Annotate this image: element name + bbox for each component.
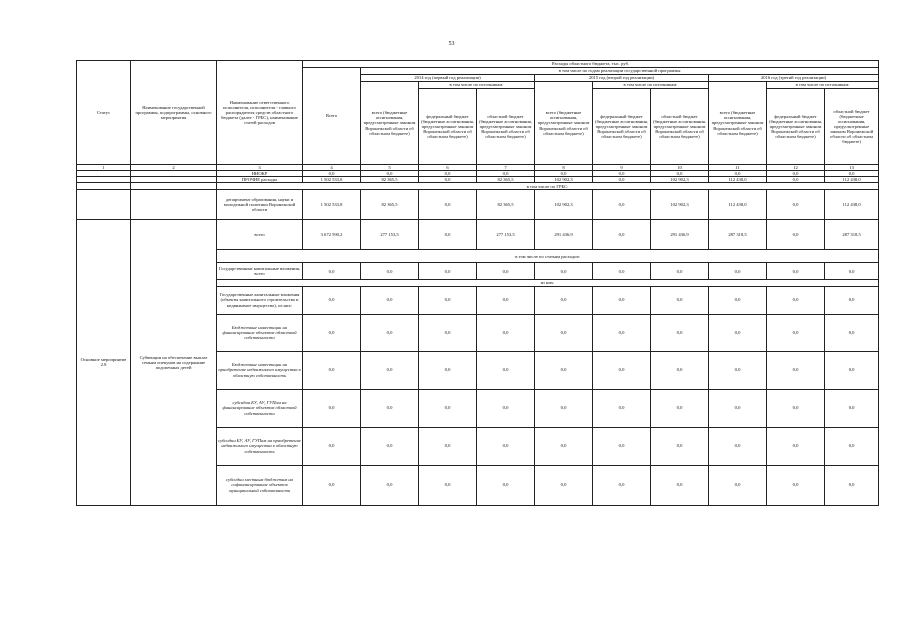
header-2015-sources: в том числе по источникам: [593, 82, 709, 89]
header-2015-all: всего (бюджетные ассигнования, предусмотренные законом Воронежской области об областном бюджете) [535, 82, 593, 165]
value-cell: 112 438,0 [709, 190, 767, 220]
value-cell: 0,0 [535, 389, 593, 427]
value-cell: 0,0 [825, 286, 879, 314]
value-cell: 0,0 [593, 190, 651, 220]
empty-cell [77, 190, 131, 220]
row-label: Бюджетные инвестиции на финансирование объектов областной собственности [217, 314, 303, 351]
value-cell: 0,0 [767, 263, 825, 280]
value-cell: 0,0 [303, 465, 361, 505]
empty-cell [131, 183, 217, 190]
header-2014-all: всего (бюджетные ассигнования, предусмотренные законом Воронежской области об областном бюджете) [361, 82, 419, 165]
measure-status: Основное мероприятие 2.8 [77, 220, 131, 505]
value-cell: 0,0 [767, 190, 825, 220]
column-number: 9 [593, 165, 651, 171]
column-number: 1 [77, 165, 131, 171]
value-cell: 0,0 [419, 427, 477, 465]
value-cell: 0,0 [825, 314, 879, 351]
value-cell: 0,0 [767, 286, 825, 314]
value-cell: 0,0 [825, 427, 879, 465]
value-cell: 0,0 [477, 389, 535, 427]
value-cell: 0,0 [535, 286, 593, 314]
row-label: в том числе по ГРБС: [217, 183, 879, 190]
column-number: 12 [767, 165, 825, 171]
value-cell: 0,0 [477, 427, 535, 465]
row-label: департамент образования, науки и молодежной политики Воронежской области [217, 190, 303, 220]
value-cell: 1 502 533,8 [303, 177, 361, 183]
value-cell: 0,0 [419, 171, 477, 177]
header-2014-sources: в том числе по источникам: [419, 82, 535, 89]
value-cell: 0,0 [303, 286, 361, 314]
value-cell: 287 318,5 [709, 220, 767, 250]
value-cell: 0,0 [303, 351, 361, 389]
value-cell: 0,0 [477, 314, 535, 351]
header-executor: Наименование ответственного исполнителя, исполнителя - главного распорядителя средств областного бюджета (далее - ГРБС), наименование статей расходов [217, 61, 303, 165]
value-cell: 0,0 [361, 427, 419, 465]
column-number: 3 [217, 165, 303, 171]
header-status: Статус [77, 61, 131, 165]
value-cell: 0,0 [593, 286, 651, 314]
value-cell: 0,0 [535, 427, 593, 465]
header-program-name: Наименование государственной программы, подпрограммы, основного мероприятия [131, 61, 217, 165]
empty-cell [77, 183, 131, 190]
value-cell: 0,0 [419, 389, 477, 427]
value-cell: 102 902,3 [535, 190, 593, 220]
value-cell: 0,0 [651, 427, 709, 465]
value-cell: 3 672 590,2 [303, 220, 361, 250]
value-cell: 0,0 [825, 351, 879, 389]
value-cell: 0,0 [651, 286, 709, 314]
value-cell: 0,0 [709, 263, 767, 280]
value-cell: 0,0 [419, 263, 477, 280]
value-cell: 0,0 [593, 220, 651, 250]
value-cell: 0,0 [593, 314, 651, 351]
value-cell: 0,0 [477, 286, 535, 314]
table-row [77, 183, 879, 190]
column-number: 2 [131, 165, 217, 171]
value-cell: 0,0 [419, 465, 477, 505]
measure-label: всего [217, 220, 303, 250]
page-number: 53 [448, 41, 455, 47]
value-cell: 0,0 [709, 465, 767, 505]
value-cell: 0,0 [419, 314, 477, 351]
expenses-table [76, 60, 879, 506]
value-cell: 82 365,5 [477, 177, 535, 183]
value-cell: 0,0 [651, 171, 709, 177]
value-cell: 0,0 [709, 351, 767, 389]
value-cell: 0,0 [535, 314, 593, 351]
value-cell: 0,0 [825, 389, 879, 427]
value-cell: 0,0 [361, 351, 419, 389]
value-cell: 0,0 [303, 263, 361, 280]
header-year-2016: 2016 год (третий год реализации) [709, 75, 879, 82]
header-2016-all: всего (бюджетные ассигнования, предусмотренные законом Воронежской области об областном бюджете) [709, 82, 767, 165]
value-cell: 0,0 [419, 286, 477, 314]
column-number: 6 [419, 165, 477, 171]
value-cell: 0,0 [593, 177, 651, 183]
row-label: из них: [217, 280, 879, 286]
value-cell: 0,0 [361, 314, 419, 351]
value-cell: 0,0 [361, 465, 419, 505]
value-cell: 0,0 [593, 465, 651, 505]
value-cell: 0,0 [651, 314, 709, 351]
value-cell: 112 438,0 [825, 190, 879, 220]
value-cell: 0,0 [825, 263, 879, 280]
value-cell: 0,0 [709, 171, 767, 177]
header-2016-sources: в том числе по источникам: [767, 82, 879, 89]
value-cell: 0,0 [419, 220, 477, 250]
row-label: НИОКР [217, 171, 303, 177]
value-cell: 0,0 [593, 389, 651, 427]
row-label: Государственные капитальные вложения, всего [217, 263, 303, 280]
value-cell: 0,0 [477, 171, 535, 177]
value-cell: 0,0 [767, 465, 825, 505]
by-articles-label: в том числе по статьям расходов: [217, 250, 879, 263]
value-cell: 0,0 [303, 314, 361, 351]
header-2014-federal: федеральный бюджет (бюджетные ассигнования, предусмотренные законом Воронежской области об областном бюджете) [419, 89, 477, 165]
value-cell: 82 365,5 [477, 190, 535, 220]
row-label: субсидии БУ, АУ, ГУПам на финансирование объектов областной собственности [217, 389, 303, 427]
value-cell: 1 502 533,8 [303, 190, 361, 220]
value-cell: 102 902,3 [651, 190, 709, 220]
value-cell: 0,0 [593, 263, 651, 280]
value-cell: 0,0 [767, 427, 825, 465]
row-label: ПРОЧИЕ расходы [217, 177, 303, 183]
value-cell: 112 438,0 [709, 177, 767, 183]
value-cell: 0,0 [593, 427, 651, 465]
table-row [77, 190, 879, 220]
header-expenses-title: Расходы областного бюджета, тыс. руб. [303, 61, 879, 68]
header-2016-regional: областной бюджет (бюджетные ассигнования, предусмотренные законом Воронежской области об областном бюджете) [825, 89, 879, 165]
header-total: Всего [303, 68, 361, 165]
value-cell: 0,0 [419, 190, 477, 220]
column-number: 8 [535, 165, 593, 171]
value-cell: 0,0 [767, 389, 825, 427]
column-number: 11 [709, 165, 767, 171]
column-number: 13 [825, 165, 879, 171]
value-cell: 0,0 [593, 171, 651, 177]
row-label: субсидии местным бюджетам на софинансирование объектов муниципальной собственности [217, 465, 303, 505]
value-cell: 0,0 [535, 351, 593, 389]
measure-name: Субвенции на обеспечение выплат семьям опекунов на содержание подопечных детей [131, 220, 217, 505]
value-cell: 0,0 [535, 171, 593, 177]
value-cell: 0,0 [361, 263, 419, 280]
value-cell: 0,0 [303, 389, 361, 427]
value-cell: 0,0 [767, 171, 825, 177]
value-cell: 0,0 [477, 351, 535, 389]
column-number: 4 [303, 165, 361, 171]
value-cell: 0,0 [593, 351, 651, 389]
value-cell: 102 902,3 [651, 177, 709, 183]
value-cell: 0,0 [477, 465, 535, 505]
value-cell: 291 436,9 [535, 220, 593, 250]
column-number: 5 [361, 165, 419, 171]
value-cell: 0,0 [709, 427, 767, 465]
value-cell: 0,0 [303, 427, 361, 465]
value-cell: 0,0 [651, 465, 709, 505]
value-cell: 112 438,0 [825, 177, 879, 183]
value-cell: 0,0 [535, 465, 593, 505]
value-cell: 0,0 [361, 171, 419, 177]
value-cell: 0,0 [825, 171, 879, 177]
value-cell: 0,0 [767, 220, 825, 250]
header-year-2015: 2015 год (второй год реализации) [535, 75, 709, 82]
value-cell: 82 365,5 [361, 177, 419, 183]
value-cell: 0,0 [535, 263, 593, 280]
value-cell: 0,0 [303, 171, 361, 177]
column-number: 10 [651, 165, 709, 171]
value-cell: 287 318,5 [825, 220, 879, 250]
row-label: Бюджетные инвестиции на приобретение недвижимого имущества в областную собственность [217, 351, 303, 389]
value-cell: 0,0 [651, 389, 709, 427]
value-cell: 0,0 [651, 263, 709, 280]
value-cell: 0,0 [477, 263, 535, 280]
header-2016-federal: федеральный бюджет (бюджетные ассигнования, предусмотренные законом Воронежской области об областном бюджете) [767, 89, 825, 165]
value-cell: 0,0 [361, 389, 419, 427]
row-label: субсидии БУ, АУ, ГУПам на приобретение недвижимого имущества в областную собственность [217, 427, 303, 465]
value-cell: 277 153,5 [361, 220, 419, 250]
value-cell: 0,0 [767, 177, 825, 183]
header-2014-regional: областной бюджет (бюджетные ассигнования, предусмотренные законом Воронежской области об областном бюджете) [477, 89, 535, 165]
empty-cell [131, 190, 217, 220]
value-cell: 0,0 [709, 389, 767, 427]
value-cell: 0,0 [361, 286, 419, 314]
value-cell: 102 902,3 [535, 177, 593, 183]
value-cell: 82 365,5 [361, 190, 419, 220]
value-cell: 277 153,5 [477, 220, 535, 250]
measure-row [77, 220, 879, 250]
value-cell: 0,0 [709, 314, 767, 351]
value-cell: 0,0 [709, 286, 767, 314]
header-2015-federal: федеральный бюджет (бюджетные ассигнования, предусмотренные законом Воронежской области об областном бюджете) [593, 89, 651, 165]
value-cell: 0,0 [767, 351, 825, 389]
value-cell: 0,0 [651, 351, 709, 389]
row-label: Государственные капитальные вложения (объекты капитального строительства и недвижимое имущество), из них: [217, 286, 303, 314]
value-cell: 0,0 [767, 314, 825, 351]
header-year-2014: 2014 год (первый год реализации) [361, 75, 535, 82]
column-number: 7 [477, 165, 535, 171]
value-cell: 291 436,9 [651, 220, 709, 250]
header-2015-regional: областной бюджет (бюджетные ассигнования, предусмотренные законом Воронежской области об областном бюджете) [651, 89, 709, 165]
header-by-years: в том числе по годам реализации государственной программы [361, 68, 879, 75]
value-cell: 0,0 [419, 351, 477, 389]
value-cell: 0,0 [825, 465, 879, 505]
value-cell: 0,0 [419, 177, 477, 183]
